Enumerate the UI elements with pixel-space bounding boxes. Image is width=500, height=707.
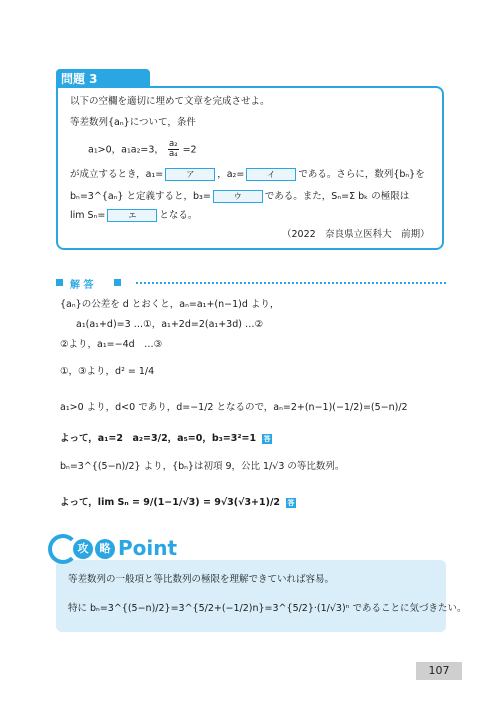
answer-line-8-text: よって，lim Sₙ = 9/(1−1/√3) = 9√3(√3+1)/2: [60, 497, 281, 508]
answer-square-right: [114, 279, 121, 286]
problem-line-1: 以下の空欄を適切に埋めて文章を完成させよ。: [70, 96, 270, 107]
point-line-2: 特に bₙ=3^{(5−n)/2}=3^{5/2+(−1/2)n}=3^{5/2}·(1/√3)ⁿ であることに気づきたい。: [68, 603, 467, 614]
answer-line-1: {aₙ}の公差を d とおくと，aₙ=a₁+(n−1)d より，: [60, 299, 280, 310]
answer-line-6-text: よって，a₁=2 a₂=3/2，a₅=0，b₃=3²=1: [60, 433, 257, 444]
line6-pre: lim Sₙ=: [70, 210, 106, 221]
problem-line-2: 等差数列{aₙ}について，条件: [70, 117, 196, 128]
point-ko-badge: 攻: [73, 539, 93, 559]
line6-post: となる。: [159, 210, 198, 221]
blank-a: ア: [165, 168, 215, 181]
condition-right: =2: [182, 144, 197, 156]
answer-header: [56, 276, 446, 290]
answer-line-7: bₙ=3^{(5−n)/2} より，{bₙ}は初項 9，公比 1/√3 の等比数列。: [60, 461, 345, 472]
problem-line-6: [70, 209, 197, 222]
problem-line-5: [70, 190, 409, 203]
answer-line-6: [60, 433, 272, 444]
point-box: [56, 560, 446, 632]
line4-mid: ，a₂=: [217, 169, 245, 180]
condition-denominator: a₄: [168, 149, 178, 160]
page-number: 107: [416, 662, 462, 680]
answer-line-4: ①，③より，d² = 1/4: [60, 366, 155, 377]
line5-post: である。また，Sₙ=Σ bₖ の極限は: [264, 191, 410, 202]
blank-i: イ: [246, 168, 296, 181]
problem-tab: [56, 69, 150, 87]
answer-line-2: a₁(a₁+d)=3 …①，a₁+2d=2(a₁+3d) …②: [76, 319, 263, 330]
problem-label: 問題 3: [61, 72, 98, 86]
problem-line-4: [70, 168, 425, 181]
blank-u: ウ: [213, 190, 263, 203]
blank-e: エ: [107, 209, 157, 222]
point-line-1: 等差数列の一般項と等比数列の極限を理解できていれば容易。: [68, 574, 335, 585]
answer-label: 解 答: [70, 280, 94, 291]
condition-left: a₁>0，a₁a₂=3，: [88, 144, 164, 156]
line4-post: である。さらに，数列{bₙ}を: [298, 169, 425, 180]
line5-pre: bₙ=3^{aₙ} と定義すると，b₃=: [70, 191, 211, 202]
answer-divider: [136, 282, 446, 284]
condition-numerator: a₂: [168, 139, 178, 149]
answer-square-left: [56, 279, 63, 286]
answer-line-5: a₁>0 より，d<0 であり，d=−1/2 となるので，aₙ=2+(n−1)(−1/2)=(5−n)/2: [60, 402, 408, 413]
problem-condition: [88, 140, 197, 160]
answer-line-8: [60, 497, 296, 508]
answer-badge-1: 答: [263, 434, 271, 443]
point-ryaku-badge: 略: [95, 539, 115, 559]
answer-badge-2: 答: [287, 498, 295, 507]
point-title: Point: [118, 536, 178, 560]
answer-line-3: ②より，a₁=−4d …③: [60, 339, 163, 350]
condition-fraction: [168, 140, 179, 160]
line4-pre: が成立するとき，a₁=: [70, 169, 164, 180]
problem-source: （2022 奈良県立医科大 前期）: [282, 229, 430, 240]
